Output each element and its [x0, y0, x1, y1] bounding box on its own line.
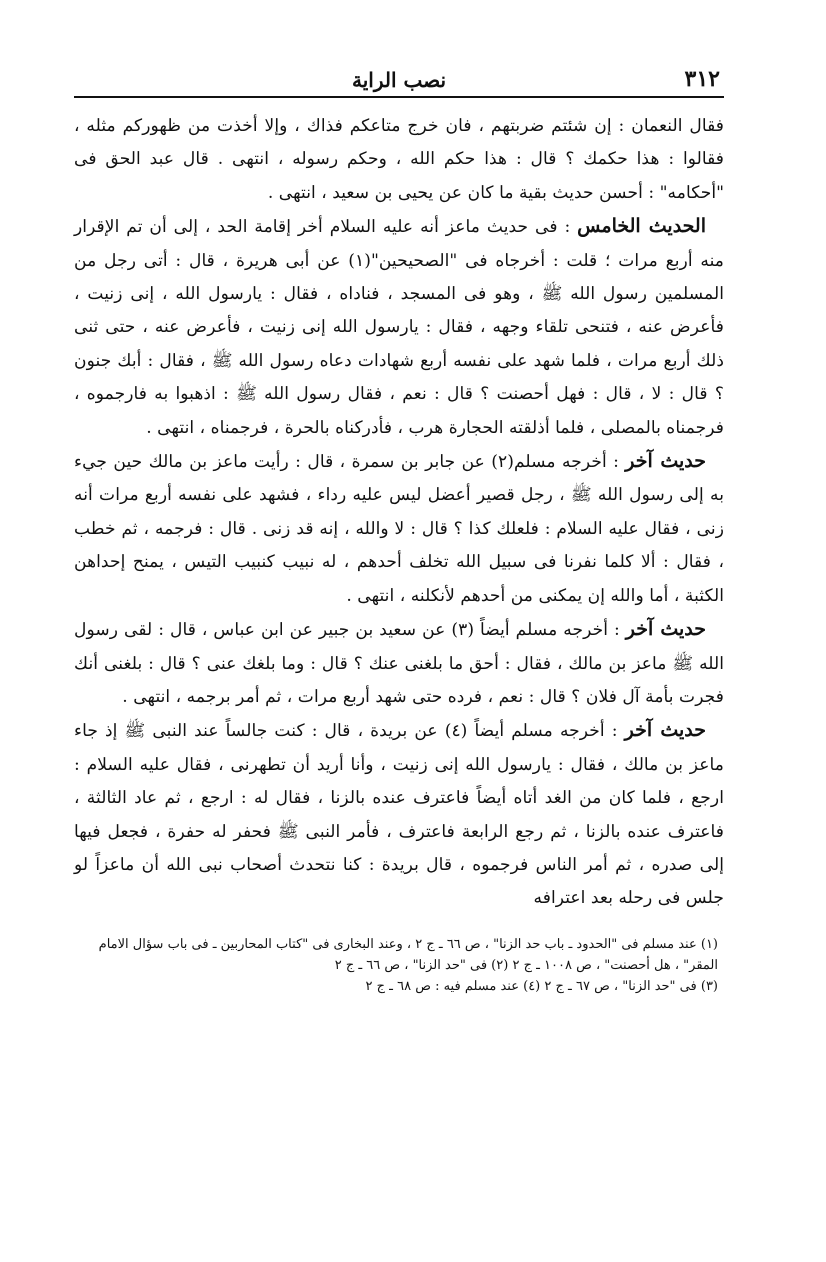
hadith-heading: حديث آخر [625, 450, 707, 473]
hadith-heading: الحديث الخامس [577, 215, 706, 238]
footnote-line: (٣) فى "حد الزنا" ، ص ٦٧ ـ ج ٢ (٤) عند مسلم فيه : ص ٦٨ ـ ج ٢ [365, 978, 718, 994]
paragraph [74, 110, 724, 210]
paragraph [74, 613, 724, 714]
book-page [74, 60, 724, 1210]
footnotes [74, 934, 724, 997]
body-text [74, 110, 724, 916]
paragraph [74, 714, 724, 915]
paragraph-text: فقال النعمان : إن شئتم ضربتهم ، فان خرج متاعكم فذاك ، وإلا أخذت من ظهوركم مثله ، فقالوا : هذا حكمك ؟ قال : هذا حكم الله ، وحكم رسوله ، انتهى . قال عبد الحق فى "أحكامه" : أحسن حديث بقية ما كان عن يحيى بن سعيد ، انتهى . [74, 116, 724, 203]
paragraph-text: : فى حديث ماعز أنه عليه السلام أخر إقامة الحد ، إلى أن تم الإقرار منه أربع مرات ؛ قلت : أخرجاه فى "الصحيحين"(١) عن أبى هريرة ، قال : أتى رجل من المسلمين رسول الله ﷺ ، وهو فى المسجد ، فناداه ، فقال : يارسول الله ، إنى زنيت ، فأعرض عنه ، فتنحى تلقاء وجهه ، فقال : يارسول الله إنى زنيت ، فأعرض عنه ، حتى ثنى ذلك أربع مرات ، فلما شهد على نفسه أربع شهادات دعاه رسول الله ﷺ ، فقال : أبك جنون ؟ قال : لا ، قال : فهل أحصنت ؟ قال : نعم ، فقال رسول الله ﷺ : اذهبوا به فارجموه ، فرجمناه بالمصلى ، فلما أذلقته الحجارة هرب ، فأدركناه بالحرة ، فرجمناه ، انتهى . [74, 217, 724, 438]
page-number: ٣١٢ [684, 66, 720, 92]
running-title: نصب الراية [351, 68, 447, 92]
hadith-heading: حديث آخر [625, 618, 707, 641]
paragraph-text: : أخرجه مسلم(٢) عن جابر بن سمرة ، قال : رأيت ماعز بن مالك حين جيء به إلى رسول الله ﷺ ، رجل قصير أعضل ليس عليه رداء ، فشهد على نفسه أربع مرات أنه زنى ، فقال عليه السلام : فلعلك كذا ؟ قال : لا والله ، إنه قد زنى . قال : فرجمه ، ثم خطب ، فقال : ألا كلما نفرنا فى سبيل الله تخلف أحدهم ، له نبيب كنبيب التيس ، يمنح إحداهن الكثبة ، أما والله إن يمكنى من أحدهم لأنكلنه ، انتهى . [74, 452, 724, 606]
page-header [74, 60, 724, 98]
footnote-line: (١) عند مسلم فى "الحدود ـ باب حد الزنا" ، ص ٦٦ ـ ج ٢ ، وعند البخارى فى "كتاب المحاربين ـ فى باب سؤال الامام المقر" ، هل أحصنت" ، ص ١٠٠٨ ـ ج ٢ (٢) فى "حد الزنا" ، ص ٦٦ ـ ج ٢ [98, 936, 718, 973]
paragraph [74, 210, 724, 445]
paragraph-text: : أخرجه مسلم أيضاً (٤) عن بريدة ، قال : كنت جالساً عند النبى ﷺ إذ جاء ماعز بن مالك ، فقال : يارسول الله إنى زنيت ، وأنا أريد أن تطهرنى ، فقال عليه السلام : ارجع ، فلما كان من الغد أتاه أيضاً فاعترف عنده بالزنا ، فقال له : ارجع ، ثم عاد الثالثة ، فاعترف عنده بالزنا ، ثم رجع الرابعة فاعترف ، فأمر النبى ﷺ فحفر له حفرة ، فجعل فيها إلى صدره ، ثم أمر الناس فرجموه ، قال بريدة : كنا نتحدث أصحاب نبى الله أن ماعزاً لو جلس فى رحله بعد اعترافه [74, 721, 724, 909]
hadith-heading: حديث آخر [624, 719, 706, 742]
paragraph [74, 445, 724, 613]
paragraph-text: : أخرجه مسلم أيضاً (٣) عن سعيد بن جبير عن ابن عباس ، قال : لقى رسول الله ﷺ ماعز بن مالك ، فقال : أحق ما بلغنى عنك ؟ قال : وما بلغك عنى ؟ قال : بلغنى أنك فجرت بأمة آل فلان ؟ قال : نعم ، فرده حتى شهد أربع مرات ، ثم أمر برجمه ، انتهى . [74, 620, 724, 707]
